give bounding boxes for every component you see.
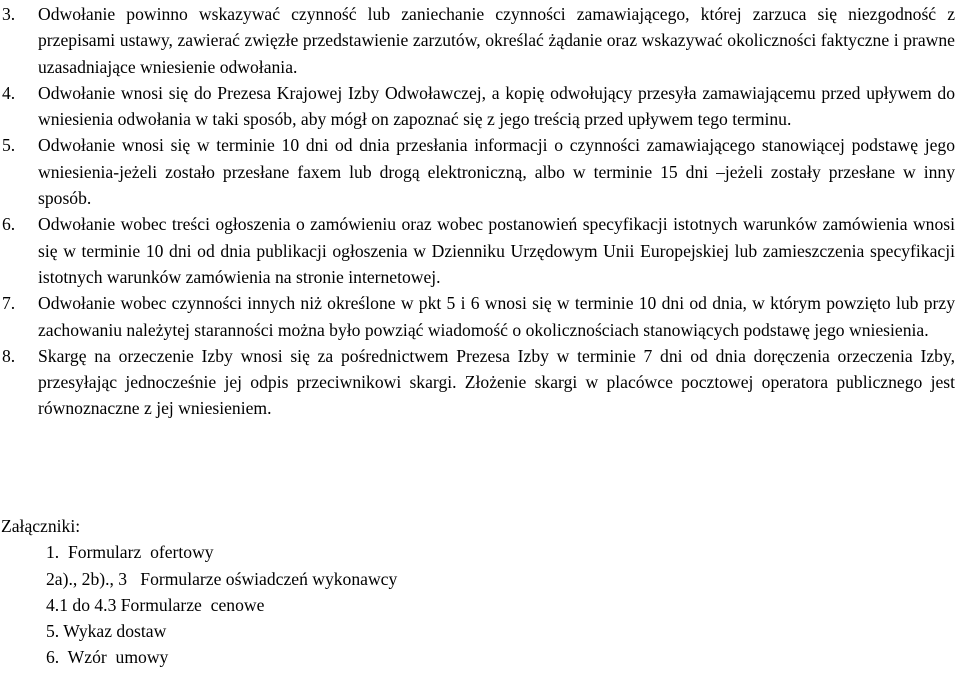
attachments-list (1, 539, 601, 670)
item-text: Odwołanie wnosi się do Prezesa Krajowej Izby Odwoławczej, a kopię odwołujący przesyła zamawiającemu przed upływem do wniesienia odwołania w taki sposób, aby mógł on zapoznać się z jego treścią przed upływem tego terminu. (38, 82, 955, 130)
attachment-item: 4.1 do 4.3 Formularze cenowe (46, 594, 265, 615)
appeal-rules-list (0, 1, 955, 422)
item-text: Odwołanie wobec czynności innych niż określone w pkt 5 i 6 wnosi się w terminie 10 dni od dnia, w którym powzięto lub przy zachowaniu należytej staranności można było powziąć wiadomość o okolicznościach stanowiących podstawę jego wniesienia. (38, 293, 955, 340)
item-number: 6. (2, 214, 16, 235)
item-text: Odwołanie wobec treści ogłoszenia o zamówieniu oraz wobec postanowień specyfikacji istotnych warunków zamówienia wnosi się w terminie 10 dni od dnia publikacji ogłoszenia w Dzienniku Urzędowym Unii Europejskiej lub zamieszczenia specyfikacji istotnych warunków zamówienia na stronie internetowej. (38, 214, 955, 287)
list-item (0, 1, 955, 80)
item-number: 3. (2, 4, 16, 24)
item-text: Odwołanie powinno wskazywać czynność lub zaniechanie czynności zamawiającego, której zarzuca się niezgodność z przepisami ustawy, zawierać zwięzłe przedstawienie zarzutów, określać żądanie oraz wskazywać okoliczności faktyczne i prawne uzasadniające wniesienie odwołania. (38, 4, 955, 77)
item-text: Odwołanie wnosi się w terminie 10 dni od dnia przesłania informacji o czynności zamawiającego stanowiącej podstawę jego wniesienia-jeżeli zostało przesłane faxem lub drogą elektroniczną, albo w terminie 15 dni –jeżeli zostały przesłane w inny sposób. (38, 135, 955, 209)
attachments-section (1, 513, 601, 671)
list-item (0, 343, 955, 422)
item-number: 5. (2, 135, 16, 156)
item-number: 7. (2, 293, 16, 314)
item-text: Skargę na orzeczenie Izby wnosi się za pośrednictwem Prezesa Izby w terminie 7 dni od dnia doręczenia orzeczenia Izby, przesyłając jednocześnie jej odpis przeciwnikowi skargi. Złożenie skargi w placówce pocztowej operatora publicznego jest równoznaczne z jej wniesieniem. (38, 345, 955, 419)
attachment-item: 1. Formularz ofertowy (46, 542, 214, 563)
attachment-item: 2a)., 2b)., 3 Formularze oświadczeń wykonawcy (46, 568, 398, 589)
item-number: 8. (2, 345, 16, 366)
attachment-item: 6. Wzór umowy (46, 647, 169, 668)
attachments-heading: Załączniki: (1, 516, 81, 536)
list-item (0, 132, 955, 211)
list-item (0, 211, 955, 290)
item-number: 4. (2, 82, 16, 103)
list-item (0, 80, 955, 133)
attachment-item: 5. Wykaz dostaw (46, 621, 167, 642)
list-item (0, 290, 955, 343)
